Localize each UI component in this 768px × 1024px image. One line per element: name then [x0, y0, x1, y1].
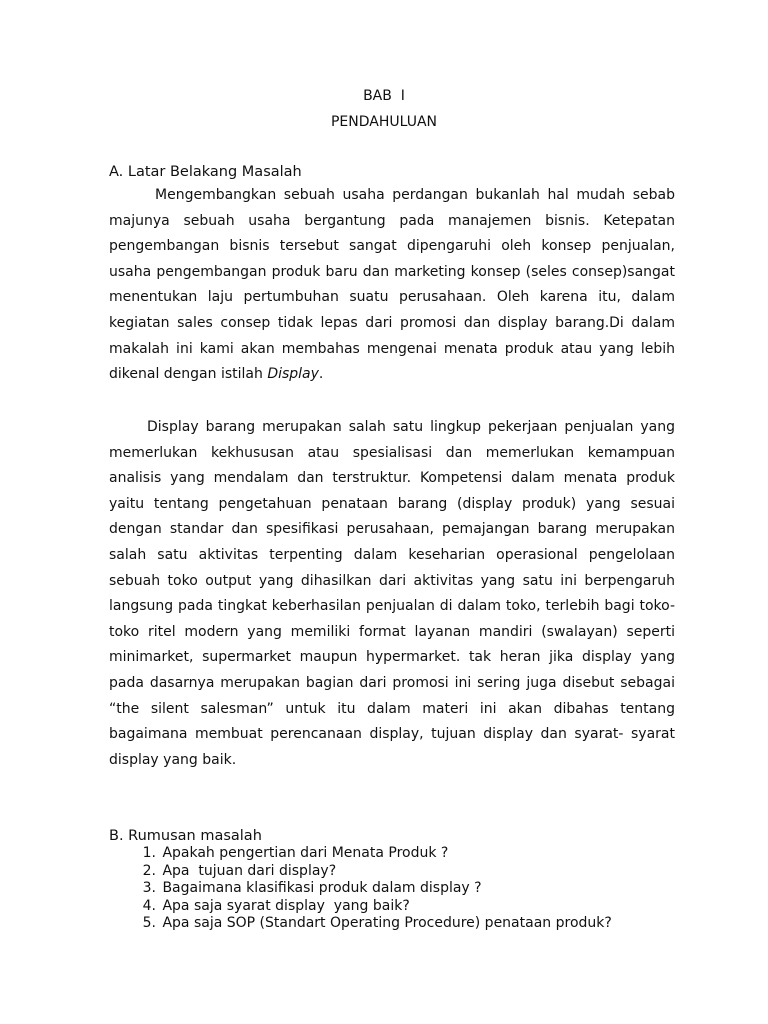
section-a-heading: A. Latar Belakang Masalah — [109, 164, 302, 180]
list-item-text: Apa tujuan dari display? — [162, 862, 337, 879]
section-b-heading: B. Rumusan masalah — [109, 828, 262, 844]
paragraph-1-end: . — [318, 366, 324, 383]
list-number: 2. — [142, 862, 156, 879]
list-item-text: Apa saja SOP (Standart Operating Procedure) penataan produk? — [162, 915, 612, 931]
paragraph-2-text: Display barang merupakan salah satu lingkup pekerjaan penjualan yang memerlukan kekhususan atau spesialisasi dan memerlukan kemampuan analisis yang mendalam dan terstruktur. Kompetensi dalam menata produk yaitu tentang pengetahuan penataan barang (display produk) yang sesuai dengan standar dan spesifikasi perusahaan, pemajangan barang merupakan salah satu aktivitas terpenting dalam keseharian operasional pengelolaan sebuah toko output yang dihasilkan dari aktivitas yang satu ini berpengaruh langsung pada tingkat keberhasilan penjualan di dalam toko, terlebih bagi toko-toko ritel modern yang memiliki format layanan mandiri (swalayan) seperti minimarket, supermarket maupun hypermarket. tak heran jika display yang pada dasarnya merupakan bagian dari promosi ini sering juga disebut sebagai “the silent salesman” untuk itu dalam materi ini akan dibahas tentang bagaimana membuat perencanaan display, tujuan display dan syarat- syarat display yang baik. — [109, 419, 675, 768]
paragraph-1-text: Mengembangkan sebuah usaha perdangan bukanlah hal mudah sebab majunya sebuah usaha bergantung pada manajemen bisnis. Ketepatan pengembangan bisnis tersebut sangat dipengaruhi oleh konsep penjualan, usaha pengembangan produk baru dan marketing konsep (seles consep)sangat menentukan laju pertumbuhan suatu perusahaan. Oleh karena itu, dalam kegiatan sales consep tidak lepas dari promosi dan display barang.Di dalam makalah ini kami akan membahas mengenai menata produk atau yang lebih dikenal dengan istilah — [109, 187, 675, 383]
chapter-number: BAB I — [363, 88, 405, 104]
list-item-text: Apa saja syarat display yang baik? — [162, 897, 410, 914]
background-paragraph-1 — [109, 183, 675, 388]
list-item-text: Apakah pengertian dari Menata Produk ? — [162, 845, 449, 861]
list-item-text: Bagaimana klasifikasi produk dalam display ? — [162, 880, 482, 896]
list-item — [109, 880, 612, 898]
list-number: 4. — [142, 897, 156, 914]
list-item — [109, 845, 612, 863]
background-paragraph-2 — [109, 415, 675, 773]
list-number: 5. — [142, 915, 156, 931]
problem-list — [109, 845, 612, 933]
list-number: 1. — [142, 845, 156, 861]
list-item — [109, 915, 612, 933]
chapter-title: PENDAHULUAN — [330, 114, 438, 130]
list-item — [109, 898, 612, 916]
display-term: Display — [267, 366, 319, 383]
list-number: 3. — [142, 880, 156, 896]
list-item — [109, 863, 612, 881]
